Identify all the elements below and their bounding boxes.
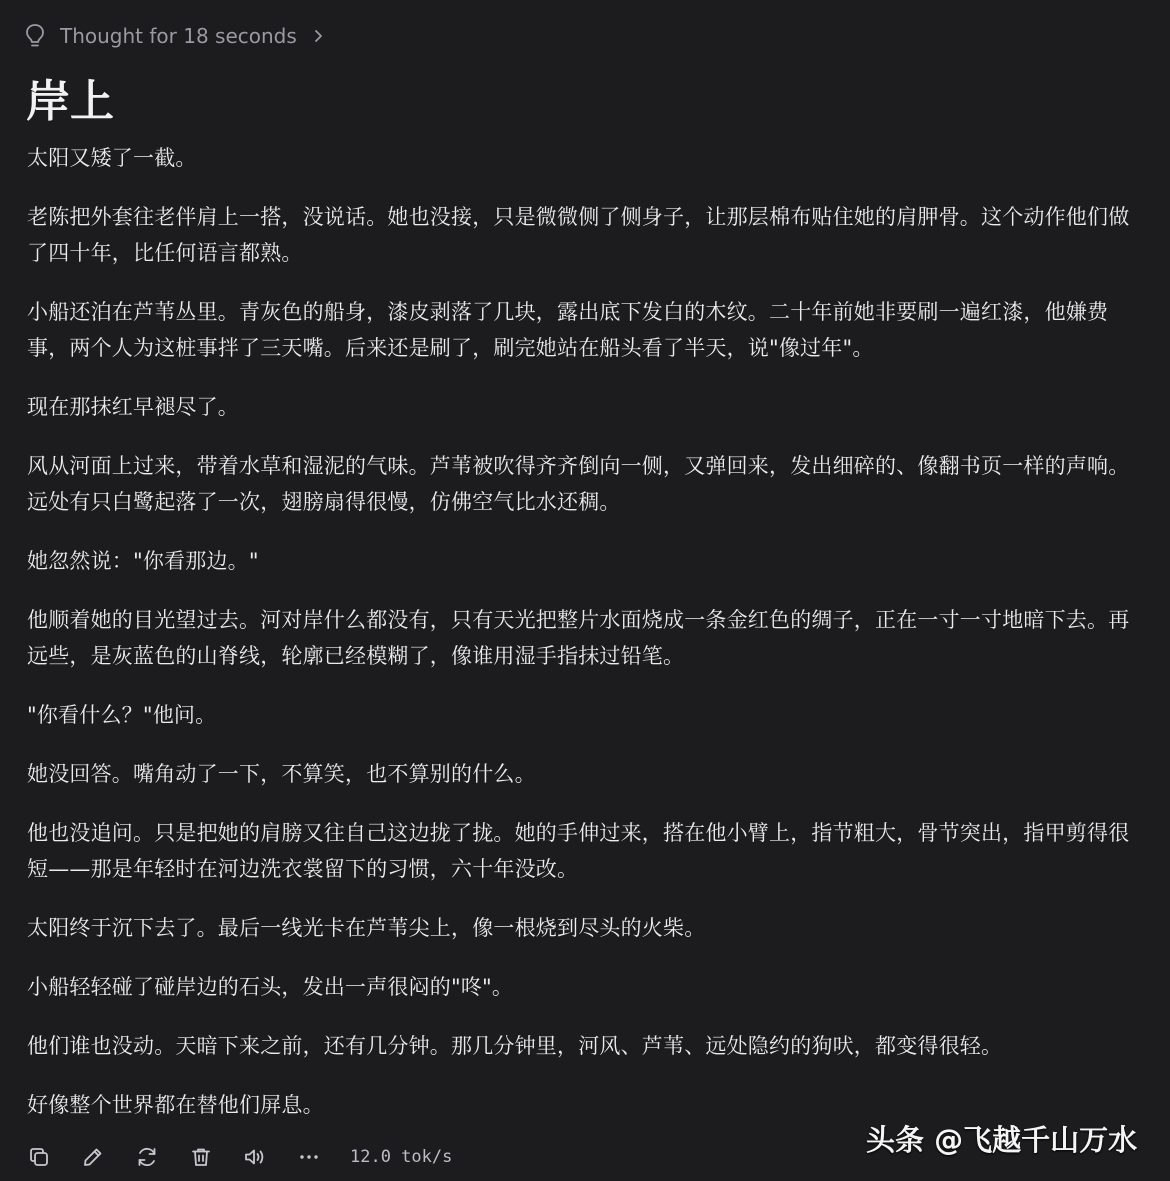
- chevron-right-icon: [313, 27, 325, 45]
- read-aloud-button[interactable]: [240, 1142, 270, 1172]
- edit-button[interactable]: [78, 1142, 108, 1172]
- watermark: 头条 @飞越千山万水: [866, 1123, 1138, 1157]
- thought-toggle[interactable]: [24, 20, 325, 52]
- more-button[interactable]: [294, 1142, 324, 1172]
- regenerate-button[interactable]: [132, 1142, 162, 1172]
- thought-label: Thought for 18 seconds: [60, 24, 297, 48]
- paragraph: 小船还泊在芦苇丛里。青灰色的船身，漆皮剥落了几块，露出底下发白的木纹。二十年前她非要刷一遍红漆，他嫌费事，两个人为这桩事拌了三天嘴。后来还是刷了，刷完她站在船头看了半天，说"像过年"。: [27, 300, 1109, 360]
- paragraph: 好像整个世界都在替他们屏息。: [27, 1093, 324, 1117]
- paragraph: "你看什么？"他问。: [27, 703, 217, 727]
- delete-icon: [189, 1145, 213, 1169]
- paragraph: 他们谁也没动。天暗下来之前，还有几分钟。那几分钟里，河风、芦苇、远处隐约的狗吠，都变得很轻。: [27, 1034, 1003, 1058]
- lightbulb-icon: [24, 23, 46, 49]
- paragraph: 他顺着她的目光望过去。河对岸什么都没有，只有天光把整片水面烧成一条金红色的绸子，正在一寸一寸地暗下去。再远些，是灰蓝色的山脊线，轮廓已经模糊了，像谁用湿手指抹过铅笔。: [27, 608, 1130, 668]
- delete-button[interactable]: [186, 1142, 216, 1172]
- copy-icon: [27, 1145, 51, 1169]
- story-title: 岸上: [26, 76, 114, 127]
- token-speed: 12.0 tok/s: [350, 1147, 453, 1167]
- edit-icon: [81, 1145, 105, 1169]
- paragraph: 他也没追问。只是把她的肩膀又往自己这边拢了拢。她的手伸过来，搭在他小臂上，指节粗大，骨节突出，指甲剪得很短——那是年轻时在河边洗衣裳留下的习惯，六十年没改。: [27, 821, 1130, 881]
- story-body: [27, 140, 1142, 1146]
- copy-button[interactable]: [24, 1142, 54, 1172]
- paragraph: 她没回答。嘴角动了一下，不算笑，也不算别的什么。: [27, 762, 536, 786]
- paragraph: 太阳又矮了一截。: [27, 146, 197, 170]
- paragraph: 太阳终于沉下去了。最后一线光卡在芦苇尖上，像一根烧到尽头的火柴。: [27, 916, 706, 940]
- speaker-icon: [243, 1145, 267, 1169]
- paragraph: 她忽然说："你看那边。": [27, 549, 259, 573]
- paragraph: 老陈把外套往老伴肩上一搭，没说话。她也没接，只是微微侧了侧身子，让那层棉布贴住她的肩胛骨。这个动作他们做了四十年，比任何语言都熟。: [27, 205, 1130, 265]
- paragraph: 小船轻轻碰了碰岸边的石头，发出一声很闷的"咚"。: [27, 975, 514, 999]
- regenerate-icon: [135, 1145, 159, 1169]
- more-icon: [297, 1145, 321, 1169]
- message-toolbar: [24, 1140, 452, 1174]
- paragraph: 风从河面上过来，带着水草和湿泥的气味。芦苇被吹得齐齐倒向一侧，又弹回来，发出细碎的、像翻书页一样的声响。远处有只白鹭起落了一次，翅膀扇得很慢，仿佛空气比水还稠。: [27, 454, 1130, 514]
- paragraph: 现在那抹红早褪尽了。: [27, 395, 239, 419]
